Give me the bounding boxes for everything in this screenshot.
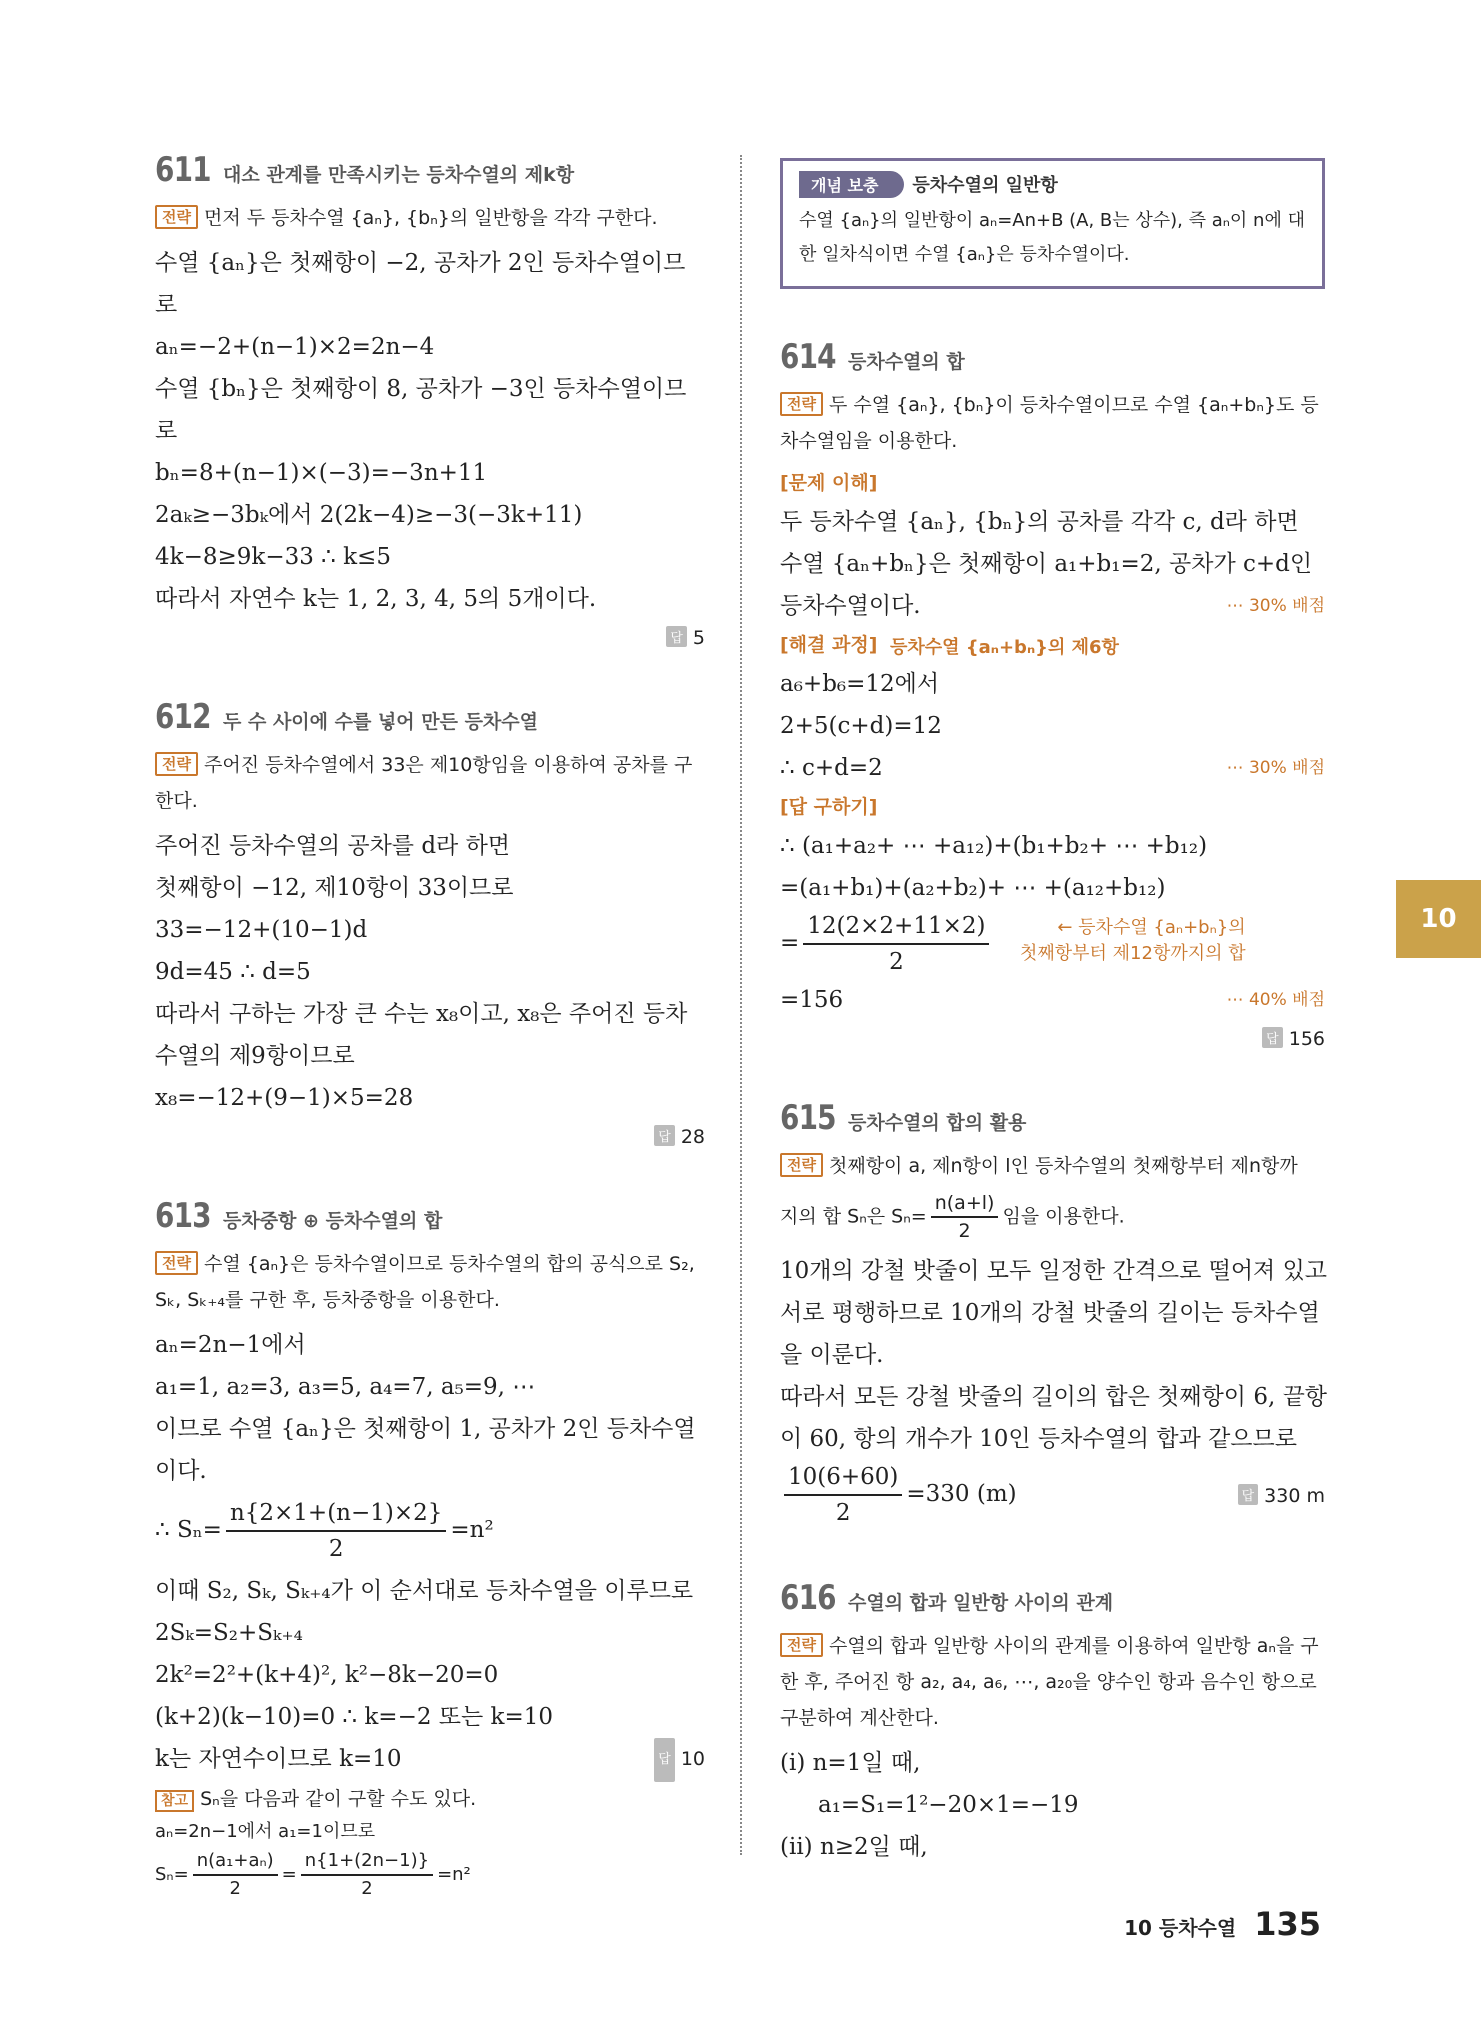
solution-line: 2aₖ≥−3bₖ에서 2(2k−4)≥−3(−3k+11) (155, 502, 583, 528)
fraction-expression (780, 1460, 1017, 1530)
strategy (780, 387, 1325, 459)
problem-title: 등차수열의 합의 활용 (848, 1112, 1027, 1134)
solution-line: 주어진 등차수열의 공차를 d라 하면 (155, 833, 511, 859)
answer-value: 28 (680, 1126, 705, 1148)
answer (1238, 1484, 1325, 1507)
problem-number: 614 (780, 337, 836, 377)
problem-number: 613 (155, 1196, 211, 1236)
right-column (780, 158, 1328, 1916)
answer-icon: 답 (654, 1738, 675, 1782)
problem-number: 615 (780, 1098, 836, 1138)
solution-line: 2+5(c+d)=12 (780, 713, 942, 739)
score: ⋯ 40% 배점 (1226, 990, 1325, 1010)
solution-line: 수열의 제9항이므로 (155, 1043, 355, 1069)
strategy-formula (780, 1190, 1325, 1244)
problem-title: 수열의 합과 일반항 사이의 관계 (848, 1592, 1114, 1614)
concept-badge: 개념 보충 (799, 171, 904, 198)
strategy (155, 1246, 705, 1318)
problem-number: 611 (155, 150, 211, 190)
strategy-prefix: 지의 합 Sₙ은 Sₙ= (780, 1205, 927, 1228)
solution-line: 10개의 강철 밧줄이 모두 일정한 간격으로 떨어져 있고 (780, 1258, 1328, 1284)
problem-title: 대소 관계를 만족시키는 등차수열의 제k항 (223, 164, 575, 186)
solution-line: 이므로 수열 {aₙ}은 첫째항이 1, 공차가 2인 등차수열 (155, 1416, 696, 1442)
strategy-suffix: 임을 이용한다. (1002, 1205, 1125, 1228)
fraction-line (780, 909, 1325, 979)
solution-line: 이때 S₂, Sₖ, Sₖ₊₄가 이 순서대로 등차수열을 이루므로 (155, 1578, 694, 1604)
fraction (784, 1460, 902, 1530)
fraction-denominator: 2 (229, 1878, 241, 1899)
solution-line: 수열 {bₙ}은 첫째항이 8, 공차가 −3인 등차수열이므 (155, 376, 687, 402)
fraction (193, 1848, 278, 1902)
solution-line: x₈=−12+(9−1)×5=28 (155, 1085, 414, 1111)
fraction-line (780, 1460, 1325, 1530)
note-tag: 참고 (155, 1790, 194, 1812)
strategy-text: 주어진 등차수열에서 33은 제10항임을 이용하여 공차를 구한다. (155, 754, 693, 812)
answer-value: 156 (1288, 1028, 1325, 1050)
fraction-numerator: 12(2×2+11×2) (803, 909, 989, 945)
solution-line: 을 이룬다. (780, 1342, 884, 1368)
column-divider (740, 155, 742, 1855)
score: ⋯ 30% 배점 (1226, 758, 1325, 778)
note (155, 1782, 705, 1816)
solution-line: (k+2)(k−10)=0 ∴ k=−2 또는 k=10 (155, 1704, 554, 1730)
solution-line (780, 747, 1325, 789)
strategy (780, 1148, 1325, 1184)
fraction-denominator: 2 (328, 1536, 344, 1562)
solution-line: 따라서 모든 강철 밧줄의 길이의 합은 첫째항이 6, 끝항 (780, 1384, 1328, 1410)
final-line: k는 자연수이므로 k=10 (155, 1746, 402, 1772)
answer-value: 5 (692, 627, 705, 649)
fraction-numerator: n(a+l) (931, 1190, 999, 1218)
chapter-tab: 10 (1396, 880, 1481, 958)
fraction (226, 1496, 446, 1566)
problem-header (780, 1578, 1325, 1618)
concept-text: 수열 {aₙ}의 일반항이 aₙ=An+B (A, B는 상수), 즉 aₙ이 n에 대한 일차식이면 수열 {aₙ}은 등차수열이다. (799, 210, 1305, 265)
concept-header (799, 171, 1306, 198)
answer (654, 1738, 705, 1782)
strategy-tag: 전략 (155, 752, 198, 776)
concept-title: 등차수열의 일반항 (912, 175, 1058, 196)
solution-line (155, 1738, 705, 1782)
line-text: 등차수열이다. (780, 593, 921, 619)
strategy-tag: 전략 (780, 1633, 823, 1657)
problem-header (155, 1196, 705, 1236)
page-footer (1124, 1905, 1321, 1943)
strategy-tag: 전략 (155, 1251, 198, 1275)
answer-icon: 답 (1262, 1027, 1283, 1048)
problem-613 (155, 1196, 705, 1902)
note-prefix: Sₙ= (155, 1864, 189, 1885)
strategy-text: 수열의 합과 일반항 사이의 관계를 이용하여 일반항 aₙ을 구한 후, 주어진 항 a₂, a₄, a₆, ⋯, a₂₀을 양수인 항과 음수인 항으로 구분하여 계산한다. (780, 1635, 1319, 1729)
problem-title: 등차중항 ⊕ 등차수열의 합 (223, 1210, 443, 1232)
note-suffix: =n² (437, 1864, 471, 1885)
fraction-denominator: 2 (889, 949, 904, 975)
problem-611 (155, 150, 705, 649)
strategy-tag: 전략 (155, 205, 198, 229)
note-text: Sₙ을 다음과 같이 구할 수도 있다. (200, 1788, 477, 1810)
solution-line: 이 60, 항의 개수가 10인 등차수열의 합과 같으므로 (780, 1426, 1297, 1452)
score: ⋯ 30% 배점 (1226, 596, 1325, 616)
solution-line: a₁=S₁=1²−20×1=−19 (818, 1792, 1079, 1818)
annotation: 등차수열 {aₙ+bₙ}의 제6항 (890, 637, 1119, 658)
solution-line: 로 (155, 418, 178, 444)
note-formula (155, 1848, 705, 1902)
problem-number: 616 (780, 1578, 836, 1618)
fraction-denominator: 2 (958, 1220, 971, 1242)
problem-title: 등차수열의 합 (848, 351, 965, 373)
strategy-text: 두 수열 {aₙ}, {bₙ}이 등차수열이므로 수열 {aₙ+bₙ}도 등차수열임을 이용한다. (780, 394, 1319, 452)
fraction-denominator: 2 (361, 1878, 373, 1899)
step-label: [문제 이해] (780, 472, 878, 494)
solution-line: bₙ=8+(n−1)×(−3)=−3n+11 (155, 460, 488, 486)
sn-formula (155, 1496, 705, 1566)
solution-line: 따라서 구하는 가장 큰 수는 x₈이고, x₈은 주어진 등차 (155, 1001, 688, 1027)
sn-suffix: =n² (450, 1517, 494, 1543)
page-number: 135 (1254, 1905, 1321, 1943)
solution-line: 따라서 자연수 k는 1, 2, 3, 4, 5의 5개이다. (155, 586, 597, 612)
line-text: ∴ c+d=2 (780, 755, 883, 781)
solution-line: 33=−12+(10−1)d (155, 917, 368, 943)
solution-line: a₆+b₆=12에서 (780, 671, 940, 697)
step-text: [해결 과정] (780, 634, 878, 656)
problem-612 (155, 697, 705, 1148)
fraction (803, 909, 989, 979)
solution-line: 2k²=2²+(k+4)², k²−8k−20=0 (155, 1662, 499, 1688)
solution-line: 이다. (155, 1458, 207, 1484)
strategy-tag: 전략 (780, 392, 823, 416)
answer-value: 330 m (1264, 1484, 1325, 1507)
strategy (780, 1628, 1325, 1736)
problem-title: 두 수 사이에 수를 넣어 만든 등차수열 (223, 711, 538, 733)
solution-line: 서로 평행하므로 10개의 강철 밧줄의 길이는 등차수열 (780, 1300, 1320, 1326)
frac-suffix: =330 (m) (906, 1481, 1017, 1507)
solution-line: 9d=45 ∴ d=5 (155, 959, 311, 985)
annotation-line: 첫째항부터 제12항까지의 합 (1020, 943, 1246, 964)
answer (155, 1125, 705, 1148)
fraction-numerator: n{1+(2n−1)} (301, 1848, 433, 1876)
sn-prefix: ∴ Sₙ= (155, 1517, 222, 1543)
strategy-text: 첫째항이 a, 제n항이 l인 등차수열의 첫째항부터 제n항까 (828, 1155, 1298, 1177)
answer (155, 626, 705, 649)
solution-line: 수열 {aₙ}은 첫째항이 −2, 공차가 2인 등차수열이므 (155, 250, 686, 276)
strategy-text: 수열 {aₙ}은 등차수열이므로 등차수열의 합의 공식으로 S₂, Sₖ, Sₖ₊₄를 구한 후, 등차중항을 이용한다. (155, 1253, 695, 1311)
step-label (780, 627, 1325, 663)
step-label: [답 구하기] (780, 796, 878, 818)
note-mid: = (281, 1864, 297, 1885)
solution-line: =(a₁+b₁)+(a₂+b₂)+ ⋯ +(a₁₂+b₁₂) (780, 875, 1166, 901)
problem-header (155, 697, 705, 737)
annotation-line: ← 등차수열 {aₙ+bₙ}의 (1057, 917, 1246, 938)
problem-number: 612 (155, 697, 211, 737)
strategy-tag: 전략 (780, 1153, 823, 1177)
fraction (301, 1848, 433, 1902)
line-text: =156 (780, 987, 844, 1013)
problem-614 (780, 337, 1325, 1050)
fraction-numerator: n(a₁+aₙ) (193, 1848, 278, 1876)
solution-line: aₙ=−2+(n−1)×2=2n−4 (155, 334, 435, 360)
fraction-numerator: 10(6+60) (784, 1460, 902, 1496)
fraction-denominator: 2 (835, 1500, 851, 1526)
solution-line: 두 등차수열 {aₙ}, {bₙ}의 공차를 각각 c, d라 하면 (780, 509, 1299, 535)
answer-icon: 답 (1238, 1484, 1259, 1505)
answer-icon: 답 (654, 1125, 675, 1146)
solution-line: 수열 {aₙ+bₙ}은 첫째항이 a₁+b₁=2, 공차가 c+d인 (780, 551, 1313, 577)
answer (780, 1027, 1325, 1050)
problem-616 (780, 1578, 1325, 1868)
problem-header (780, 337, 1325, 377)
solution-line: 2Sₖ=S₂+Sₖ₊₄ (155, 1620, 303, 1646)
strategy-text: 먼저 두 등차수열 {aₙ}, {bₙ}의 일반항을 각각 구한다. (203, 207, 658, 229)
strategy (155, 200, 705, 236)
answer-value: 10 (680, 1748, 705, 1770)
problem-header (780, 1098, 1325, 1138)
concept-box (780, 158, 1325, 289)
solution-line: (i) n=1일 때, (780, 1750, 921, 1776)
solution-line (780, 585, 1325, 627)
annotation (1020, 915, 1246, 967)
solution-line: (ii) n≥2일 때, (780, 1834, 928, 1860)
solution-line: a₁=1, a₂=3, a₃=5, a₄=7, a₅=9, ⋯ (155, 1374, 536, 1400)
fraction (931, 1190, 999, 1244)
solution-line: ∴ (a₁+a₂+ ⋯ +a₁₂)+(b₁+b₂+ ⋯ +b₁₂) (780, 833, 1208, 859)
answer-icon: 답 (666, 626, 687, 647)
problem-header (155, 150, 705, 190)
note-line: aₙ=2n−1에서 a₁=1이므로 (155, 1821, 376, 1842)
strategy (155, 747, 705, 819)
chapter-title: 10 등차수열 (1124, 1916, 1237, 1940)
solution-line: aₙ=2n−1에서 (155, 1332, 306, 1358)
solution-line: 4k−8≥9k−33 ∴ k≤5 (155, 544, 391, 570)
problem-615 (780, 1098, 1328, 1530)
frac-prefix: = (780, 930, 800, 956)
fraction-numerator: n{2×1+(n−1)×2} (226, 1496, 446, 1532)
solution-line: 로 (155, 292, 178, 318)
left-column (155, 150, 705, 1950)
solution-line: 첫째항이 −12, 제10항이 33이므로 (155, 875, 514, 901)
solution-line (780, 979, 1325, 1021)
